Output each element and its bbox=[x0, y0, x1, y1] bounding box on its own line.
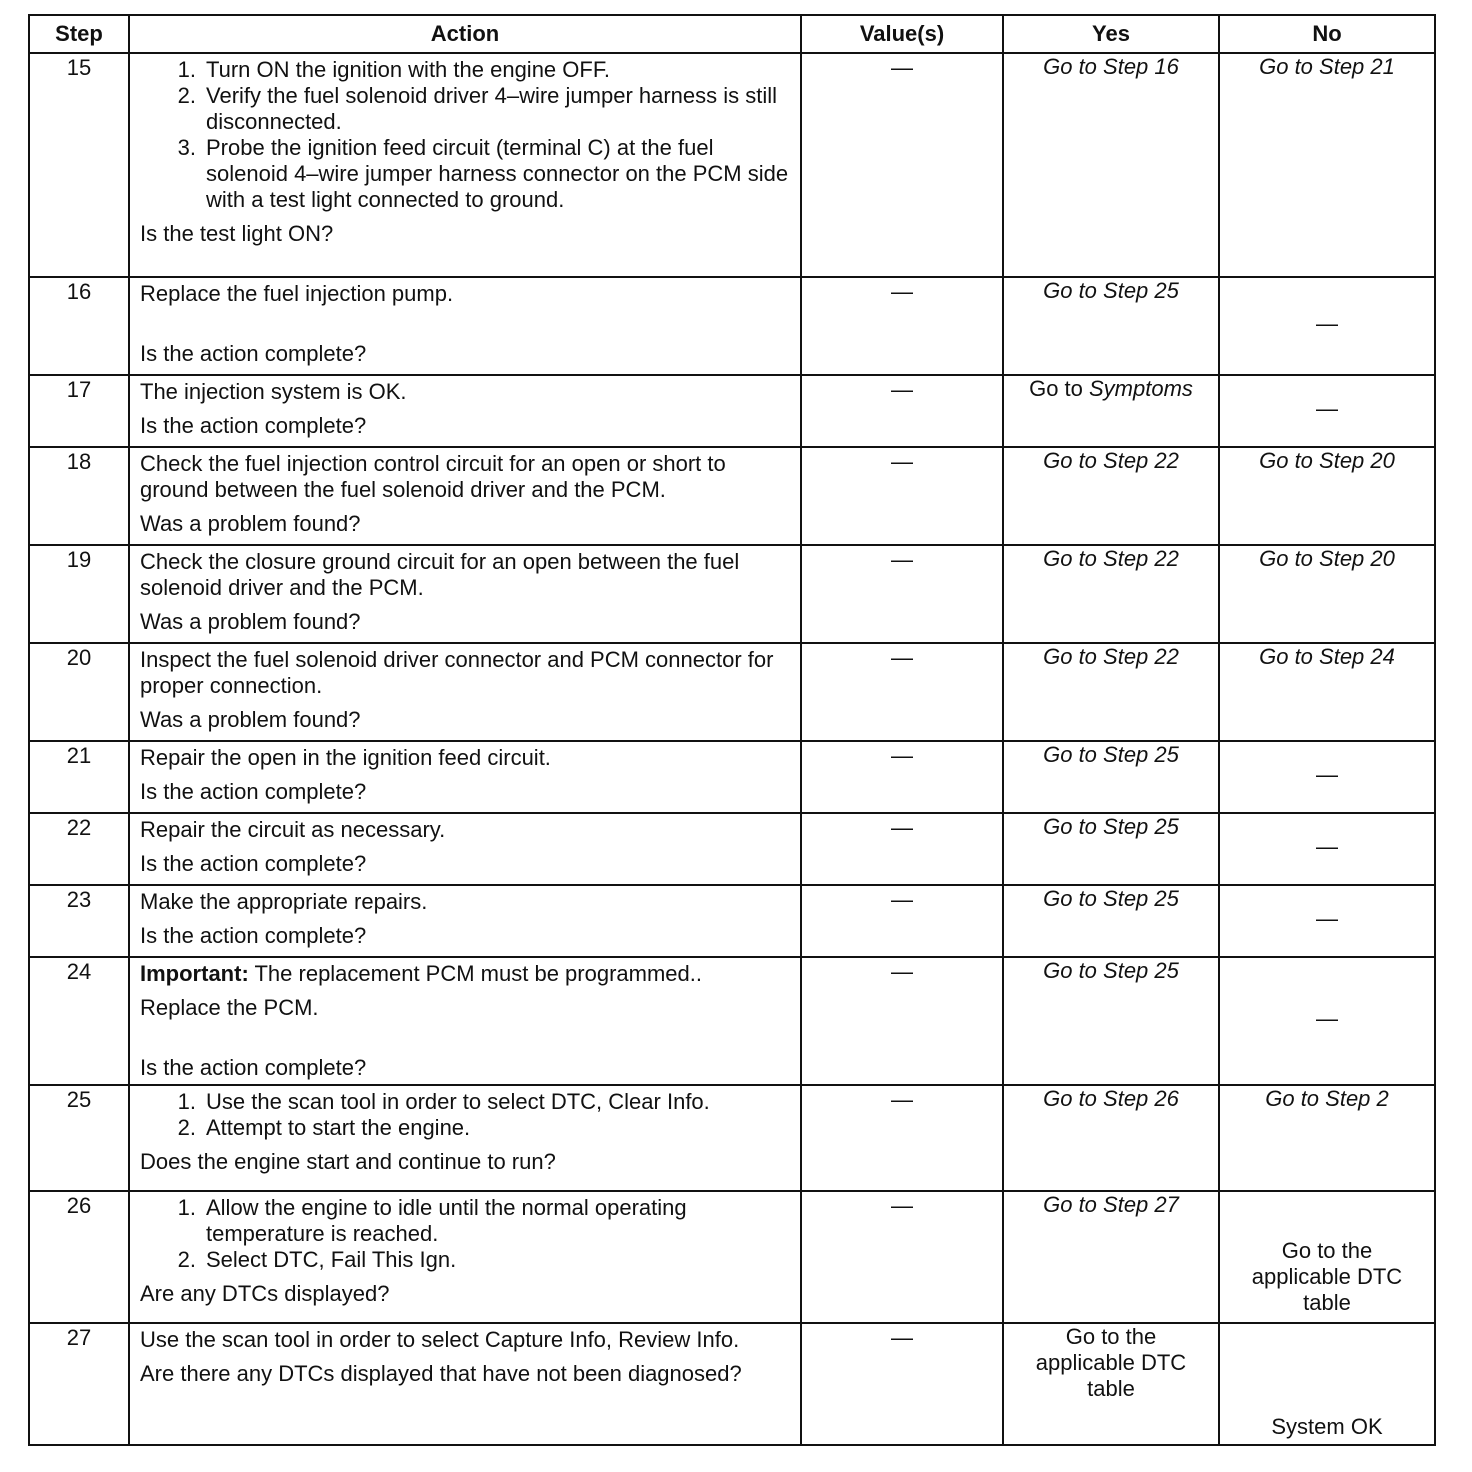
no-cell: Go to Step 20 bbox=[1219, 447, 1435, 545]
action-text: Inspect the fuel solenoid driver connector and PCM connector for proper connection. bbox=[140, 647, 774, 698]
yes-cell bbox=[1003, 375, 1219, 447]
action-text: Repair the circuit as necessary. bbox=[140, 817, 446, 842]
no-cell: — bbox=[1219, 957, 1435, 1085]
action-text: Replace the fuel injection pump. bbox=[140, 281, 454, 306]
action-text: Replace the PCM. bbox=[140, 995, 319, 1020]
question-text: Was a problem found? bbox=[140, 511, 361, 536]
list-item: 1. Turn ON the ignition with the engine OFF. bbox=[177, 57, 610, 82]
table-row-step-17 bbox=[29, 375, 1435, 447]
list-item: 1. Allow the engine to idle until the normal operating temperature is reached. bbox=[177, 1195, 687, 1246]
action-cell bbox=[129, 885, 801, 957]
value-cell: — bbox=[801, 741, 1003, 813]
action-text: Check the fuel injection control circuit for an open or short to ground between the fuel solenoid driver and the PCM. bbox=[140, 451, 726, 502]
action-cell bbox=[129, 813, 801, 885]
no-cell: Go to the applicable DTC table bbox=[1219, 1191, 1435, 1323]
important-text: The replacement PCM must be programmed.. bbox=[248, 961, 702, 986]
table-row-step-19 bbox=[29, 545, 1435, 643]
no-cell: System OK bbox=[1219, 1323, 1435, 1445]
question-text: Is the action complete? bbox=[140, 1055, 367, 1080]
value-cell: — bbox=[801, 643, 1003, 741]
table-row-step-25 bbox=[29, 1085, 1435, 1191]
header-action: Action bbox=[129, 15, 801, 53]
action-cell bbox=[129, 1191, 801, 1323]
action-text: The injection system is OK. bbox=[140, 379, 407, 404]
value-cell: — bbox=[801, 957, 1003, 1085]
action-cell bbox=[129, 545, 801, 643]
header-row bbox=[29, 15, 1435, 53]
header-no: No bbox=[1219, 15, 1435, 53]
action-cell bbox=[129, 643, 801, 741]
step-number: 20 bbox=[29, 643, 129, 741]
yes-cell: Go to Step 22 bbox=[1003, 447, 1219, 545]
yes-cell: Go to Step 22 bbox=[1003, 643, 1219, 741]
list-item: 3. Probe the ignition feed circuit (terminal C) at the fuel solenoid 4–wire jumper harness connector on the PCM side with a test light connected to ground. bbox=[177, 135, 789, 212]
table-row-step-15 bbox=[29, 53, 1435, 277]
question-text: Is the action complete? bbox=[140, 341, 367, 366]
yes-prefix: Go to bbox=[1029, 376, 1089, 401]
value-cell: — bbox=[801, 53, 1003, 277]
table-row-step-18 bbox=[29, 447, 1435, 545]
step-number: 15 bbox=[29, 53, 129, 277]
step-number: 26 bbox=[29, 1191, 129, 1323]
no-cell: — bbox=[1219, 813, 1435, 885]
step-number: 21 bbox=[29, 741, 129, 813]
question-text: Are any DTCs displayed? bbox=[140, 1281, 390, 1306]
value-cell: — bbox=[801, 885, 1003, 957]
step-number: 27 bbox=[29, 1323, 129, 1445]
list-item: 2. Attempt to start the engine. bbox=[177, 1115, 471, 1140]
important-note bbox=[140, 961, 792, 987]
important-label: Important: bbox=[140, 961, 249, 986]
table-row-step-21 bbox=[29, 741, 1435, 813]
step-number: 16 bbox=[29, 277, 129, 375]
question-text: Was a problem found? bbox=[140, 609, 361, 634]
step-number: 22 bbox=[29, 813, 129, 885]
question-text: Is the action complete? bbox=[140, 923, 367, 948]
action-cell bbox=[129, 447, 801, 545]
value-cell: — bbox=[801, 277, 1003, 375]
action-cell bbox=[129, 277, 801, 375]
action-cell bbox=[129, 1085, 801, 1191]
list-item: 2. Verify the fuel solenoid driver 4–wire jumper harness is still disconnected. bbox=[177, 83, 778, 134]
question-text: Is the test light ON? bbox=[140, 221, 334, 246]
no-cell: Go to Step 20 bbox=[1219, 545, 1435, 643]
value-cell: — bbox=[801, 813, 1003, 885]
yes-cell: Go to Step 25 bbox=[1003, 741, 1219, 813]
yes-cell: Go to Step 22 bbox=[1003, 545, 1219, 643]
diagnostic-table bbox=[28, 14, 1436, 1446]
table-row-step-16 bbox=[29, 277, 1435, 375]
no-cell: — bbox=[1219, 375, 1435, 447]
yes-cell: Go to the applicable DTC table bbox=[1003, 1323, 1219, 1445]
step-number: 18 bbox=[29, 447, 129, 545]
header-yes: Yes bbox=[1003, 15, 1219, 53]
value-cell: — bbox=[801, 447, 1003, 545]
action-cell bbox=[129, 53, 801, 277]
question-text: Is the action complete? bbox=[140, 851, 367, 876]
step-number: 19 bbox=[29, 545, 129, 643]
action-text: Use the scan tool in order to select Capture Info, Review Info. bbox=[140, 1327, 740, 1352]
no-cell: — bbox=[1219, 885, 1435, 957]
step-number: 17 bbox=[29, 375, 129, 447]
action-cell bbox=[129, 957, 801, 1085]
question-text: Does the engine start and continue to run? bbox=[140, 1149, 556, 1174]
table-row-step-22 bbox=[29, 813, 1435, 885]
diagnostic-table-sheet bbox=[28, 14, 1436, 1446]
no-cell: Go to Step 2 bbox=[1219, 1085, 1435, 1191]
no-cell: — bbox=[1219, 741, 1435, 813]
table-row-step-26 bbox=[29, 1191, 1435, 1323]
step-number: 24 bbox=[29, 957, 129, 1085]
no-cell: Go to Step 21 bbox=[1219, 53, 1435, 277]
no-cell: — bbox=[1219, 277, 1435, 375]
action-cell bbox=[129, 741, 801, 813]
yes-cell: Go to Step 25 bbox=[1003, 957, 1219, 1085]
table-row-step-20 bbox=[29, 643, 1435, 741]
header-step: Step bbox=[29, 15, 129, 53]
question-text: Is the action complete? bbox=[140, 413, 367, 438]
action-cell bbox=[129, 375, 801, 447]
yes-cell: Go to Step 25 bbox=[1003, 277, 1219, 375]
yes-cell: Go to Step 26 bbox=[1003, 1085, 1219, 1191]
table-row-step-23 bbox=[29, 885, 1435, 957]
yes-cell: Go to Step 16 bbox=[1003, 53, 1219, 277]
value-cell: — bbox=[801, 1085, 1003, 1191]
action-cell bbox=[129, 1323, 801, 1445]
value-cell: — bbox=[801, 375, 1003, 447]
value-cell: — bbox=[801, 545, 1003, 643]
question-text: Is the action complete? bbox=[140, 779, 367, 804]
step-number: 23 bbox=[29, 885, 129, 957]
yes-cell: Go to Step 25 bbox=[1003, 885, 1219, 957]
question-text: Are there any DTCs displayed that have not been diagnosed? bbox=[140, 1361, 742, 1386]
value-cell: — bbox=[801, 1323, 1003, 1445]
list-item: 2. Select DTC, Fail This Ign. bbox=[177, 1247, 457, 1272]
symptoms-link-text: Symptoms bbox=[1089, 376, 1193, 401]
question-text: Was a problem found? bbox=[140, 707, 361, 732]
action-text: Check the closure ground circuit for an open between the fuel solenoid driver and the PCM. bbox=[140, 549, 740, 600]
step-number: 25 bbox=[29, 1085, 129, 1191]
yes-cell: Go to Step 25 bbox=[1003, 813, 1219, 885]
action-text: Make the appropriate repairs. bbox=[140, 889, 428, 914]
action-text: Repair the open in the ignition feed circuit. bbox=[140, 745, 551, 770]
value-cell: — bbox=[801, 1191, 1003, 1323]
header-values: Value(s) bbox=[801, 15, 1003, 53]
list-item: 1. Use the scan tool in order to select DTC, Clear Info. bbox=[177, 1089, 710, 1114]
no-cell: Go to Step 24 bbox=[1219, 643, 1435, 741]
yes-cell: Go to Step 27 bbox=[1003, 1191, 1219, 1323]
table-row-step-27 bbox=[29, 1323, 1435, 1445]
table-row-step-24 bbox=[29, 957, 1435, 1085]
